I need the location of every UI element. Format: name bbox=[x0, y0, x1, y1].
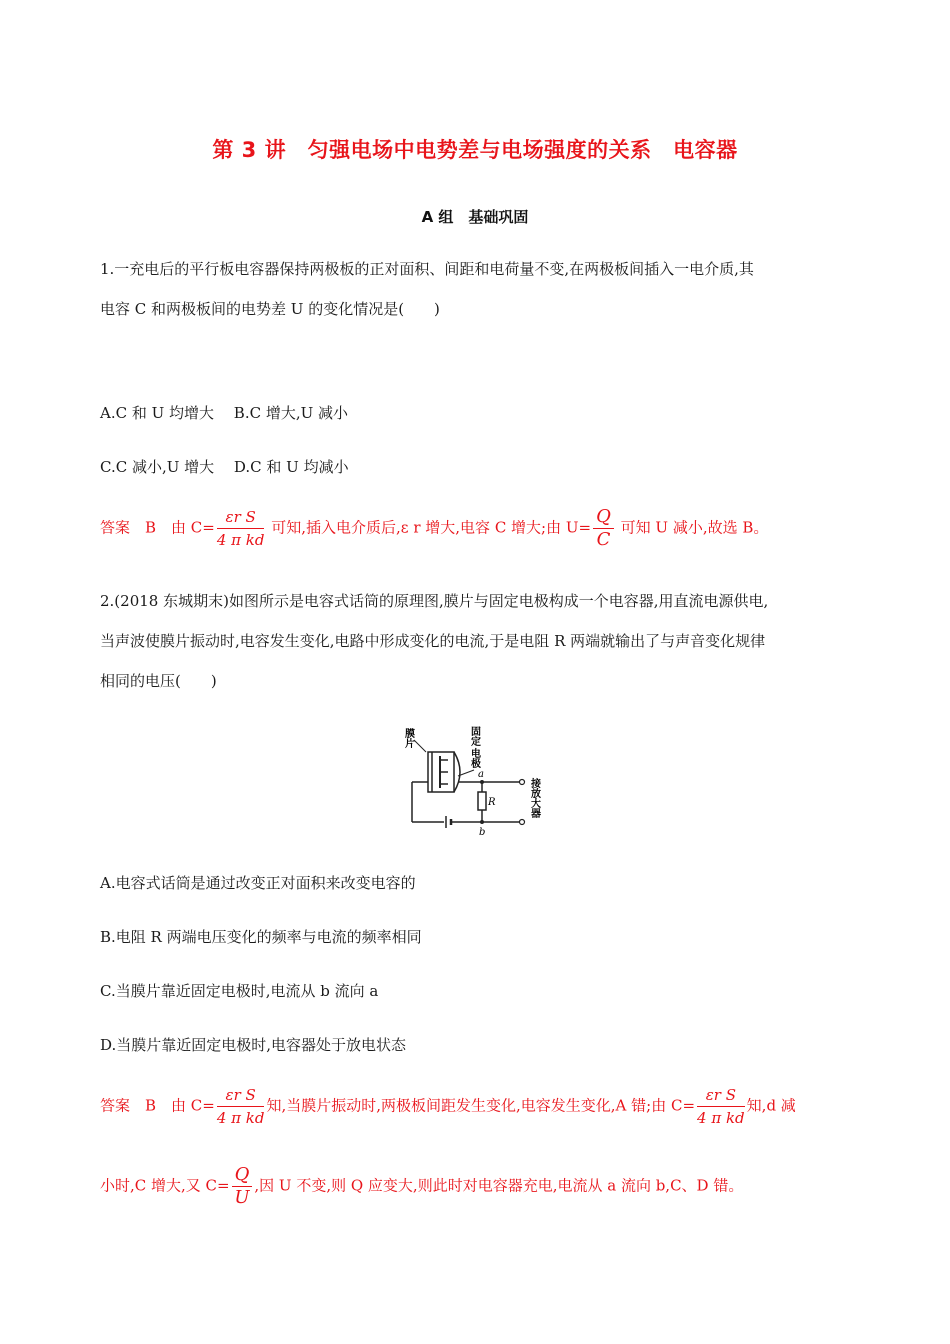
terminal-top bbox=[520, 780, 525, 785]
q2-option-d: D.当膜片靠近固定电极时,电容器处于放电状态 bbox=[100, 1036, 407, 1054]
node-b bbox=[480, 820, 484, 824]
q2-stem-line1: 2.(2018 东城期末)如图所示是电容式话筒的原理图,膜片与固定电极构成一个电容器,用直流电源供电, bbox=[100, 592, 769, 610]
label-R: R bbox=[488, 797, 496, 808]
q2-formula2-denominator: 4 π kd bbox=[697, 1109, 745, 1127]
q2-formula2-numerator: εr S bbox=[697, 1086, 745, 1107]
label-fixed-2: 电极 bbox=[468, 748, 480, 768]
q2-answer-end: 知,d 减 bbox=[746, 1096, 796, 1115]
label-a: a bbox=[478, 769, 484, 780]
resistor bbox=[478, 792, 486, 810]
q1-answer bbox=[100, 508, 768, 549]
q1-formula-voltage bbox=[593, 508, 614, 549]
label-b: b bbox=[479, 827, 486, 838]
q2-formula-capacitance-1 bbox=[217, 1086, 265, 1127]
q2-answer-label: 答案 B 由 C= bbox=[100, 1096, 215, 1115]
q1-answer-mid: 可知,插入电介质后,ε r 增大,电容 C 增大;由 U= bbox=[271, 518, 592, 537]
page-title: 第 3 讲 匀强电场中电势差与电场强度的关系 电容器 bbox=[212, 138, 738, 162]
q1-formula2-denominator: C bbox=[596, 529, 611, 550]
q1-answer-end: 可知 U 减小,故选 B。 bbox=[620, 518, 769, 537]
label-amplifier: 接放大器 bbox=[528, 778, 540, 818]
q1-answer-label: 答案 B 由 C= bbox=[100, 518, 215, 537]
q2-option-a: A.电容式话筒是通过改变正对面积来改变电容的 bbox=[100, 874, 416, 892]
q2-formula3-numerator: Q bbox=[232, 1166, 253, 1187]
q2-formula1-denominator: 4 π kd bbox=[216, 1109, 265, 1127]
q2-answer-line1 bbox=[100, 1086, 796, 1127]
q2-option-c: C.当膜片靠近固定电极时,电流从 b 流向 a bbox=[100, 982, 379, 1000]
q1-formula-numerator: εr S bbox=[217, 508, 265, 529]
microphone-circuit-diagram bbox=[400, 712, 550, 840]
membrane-leader bbox=[414, 740, 426, 752]
q2-answer-line2 bbox=[100, 1166, 743, 1207]
q1-stem-line2: 电容 C 和两极板间的电势差 U 的变化情况是( ) bbox=[100, 300, 440, 318]
q2-option-b: B.电阻 R 两端电压变化的频率与电流的频率相同 bbox=[100, 928, 422, 946]
q1-options-ab: A.C 和 U 均增大 B.C 增大,U 减小 bbox=[100, 404, 349, 422]
q1-formula2-numerator: Q bbox=[593, 508, 614, 529]
section-heading: A 组 基础巩固 bbox=[421, 208, 529, 226]
q2-formula-capacitance-2 bbox=[697, 1086, 745, 1127]
q1-options-cd: C.C 减小,U 增大 D.C 和 U 均减小 bbox=[100, 458, 349, 476]
q2-formula3-denominator: U bbox=[234, 1187, 250, 1208]
q2-answer-mid: 知,当膜片振动时,两极板间距发生变化,电容发生变化,A 错;由 C= bbox=[266, 1096, 696, 1115]
q1-formula-capacitance bbox=[217, 508, 265, 549]
electrode-arc bbox=[454, 752, 460, 792]
q2-stem-line2: 当声波使膜片振动时,电容发生变化,电路中形成变化的电流,于是电阻 R 两端就输出了与声音变化规律 bbox=[100, 632, 766, 650]
q1-stem-line1: 1.一充电后的平行板电容器保持两极板的正对面积、间距和电荷量不变,在两极板间插入一电介质,其 bbox=[100, 260, 754, 278]
q2-answer2-end: ,因 U 不变,则 Q 应变大,则此时对电容器充电,电流从 a 流向 b,C、D 错。 bbox=[254, 1176, 744, 1195]
q2-stem-line3: 相同的电压( ) bbox=[100, 672, 217, 690]
q1-formula-denominator: 4 π kd bbox=[216, 531, 265, 549]
q2-formula1-numerator: εr S bbox=[217, 1086, 265, 1107]
label-membrane: 膜片 bbox=[402, 728, 414, 748]
label-fixed-1: 固定 bbox=[468, 726, 480, 746]
q2-formula-charge bbox=[232, 1166, 253, 1207]
q2-answer2-start: 小时,C 增大,又 C= bbox=[100, 1176, 230, 1195]
terminal-bottom bbox=[520, 820, 525, 825]
